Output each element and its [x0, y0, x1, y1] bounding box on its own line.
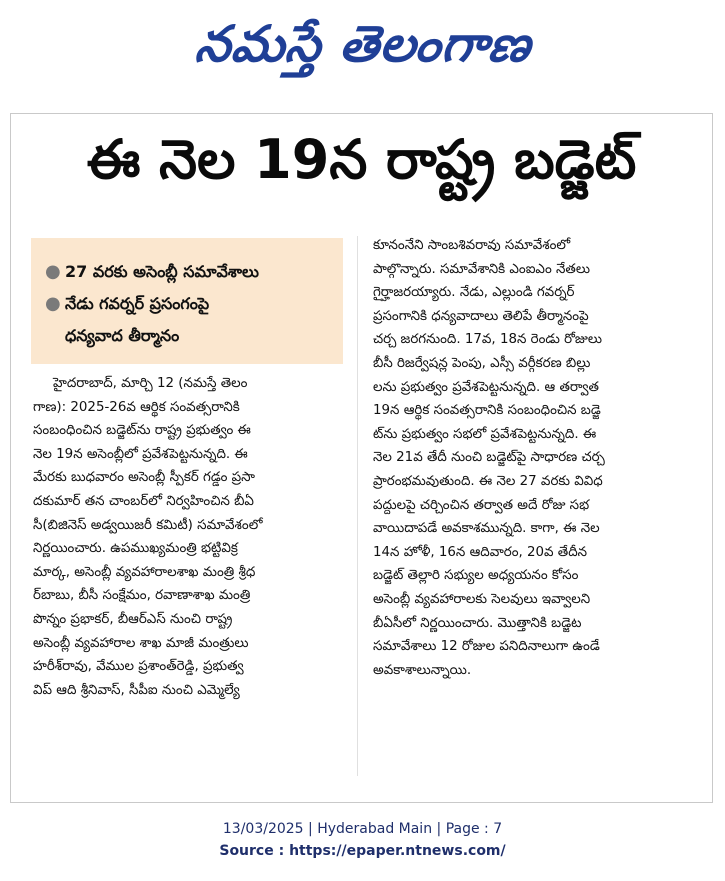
body-line: మార్క, అసెంబ్లీ వ్యవహారాలశాఖ మంత్రి శ్రీధ: [33, 564, 256, 580]
highlight-item: [45, 288, 333, 320]
body-line: అసెంబ్లీ వ్యవహారాలకు సెలవులు ఇవ్వాలని: [373, 591, 591, 607]
body-line: అసెంబ్లీ వ్యవహారాల శాఖ మాజీ మంత్రులు: [33, 635, 249, 651]
column-divider: [357, 236, 358, 776]
body-line: వాయిదాపడే అవకాశమున్నది. కాగా, ఈ నెల: [373, 521, 600, 537]
highlights-box: [31, 238, 343, 364]
body-line: బీసీ రిజర్వేషన్ల పెంపు, ఎస్సీ వర్గీకరణ బిల్లు: [373, 355, 591, 371]
bullet-icon: ●: [45, 261, 61, 282]
body-line: గైర్హాజరయ్యారు. నేడు, ఎల్లుండి గవర్నర్: [373, 285, 575, 301]
newspaper-logo: నమస్తే తెలంగాణ: [192, 14, 535, 73]
body-line: బీఏసీలో నిర్ణయించారు. మొత్తానికి బడ్జెట: [373, 615, 582, 631]
body-line: హైదరాబాద్, మార్చి 12 (నమస్తే తెలం: [53, 376, 248, 391]
highlights-list: [45, 256, 333, 352]
highlight-text: నేడు గవర్నర్ ప్రసంగంపై: [65, 294, 210, 313]
body-line: 19న ఆర్థిక సంవత్సరానికి సంబంధించిన బడ్జె: [373, 403, 601, 419]
highlight-item-continued: [45, 320, 333, 352]
page-footer: [0, 818, 725, 862]
source-link[interactable]: Source : https://epaper.ntnews.com/: [219, 843, 506, 859]
body-line: ప్రసంగానికి ధన్యవాదాలు తెలిపే తీర్మానంపై: [373, 308, 589, 324]
body-line: బడ్జెట్ తెల్లారి సభ్యుల అధ్యయనం కోసం: [373, 568, 579, 584]
article-headline: ఈ నెల 19న రాష్ట్ర బడ్జెట్: [86, 128, 637, 191]
body-line: నెల 21వ తేదీ నుంచి బడ్జెట్‌పై సాధారణ చర్చ: [373, 450, 605, 466]
body-line: పద్దులపై చర్చించిన తర్వాత అదే రోజు సభ: [373, 497, 590, 513]
highlight-item: [45, 256, 333, 288]
body-line: కూనంనేని సాంబశివరావు సమావేశంలో: [373, 238, 571, 253]
article-right-column: [373, 234, 703, 682]
body-line: మేరకు బుధవారం అసెంబ్లీ స్పీకర్ గడ్డం ప్రసా: [33, 470, 255, 486]
highlight-text: ధన్యవాద తీర్మానం: [65, 326, 180, 345]
highlight-text: 27 వరకు అసెంబ్లీ సమావేశాలు: [65, 262, 259, 281]
news-article: [10, 113, 713, 803]
bullet-icon: ●: [45, 293, 61, 314]
body-line: దకుమార్ తన చాంబర్‌లో నిర్వహించిన బీఏ: [33, 493, 254, 509]
body-line: లను ప్రభుత్వం ప్రవేశపెట్టనున్నది. ఆ తర్వాత: [373, 379, 599, 395]
body-line: హరీశ్‌రావు, వేముల ప్రశాంత్‌రెడ్డి, ప్రభుత్వ: [33, 659, 244, 675]
masthead: [0, 0, 725, 100]
body-line: సమావేశాలు 12 రోజుల పనిదినాలుగా ఉండే: [373, 639, 600, 655]
body-line: సీ(బిజినెస్ అడ్వయిజరీ కమిటీ) సమావేశంలో: [33, 517, 263, 533]
body-line: నిర్ణయించారు. ఉపముఖ్యమంత్రి భట్టివిక్ర: [33, 541, 238, 557]
body-line: గాణ): 2025-26వ ఆర్థిక సంవత్సరానికి: [33, 399, 240, 415]
body-line: అవకాశాలున్నాయి.: [373, 662, 472, 678]
body-line: సంబంధించిన బడ్జెట్‌ను రాష్ట్ర ప్రభుత్వం ఈ: [33, 423, 251, 439]
body-line: చర్చ జరగనుంది. 17వ, 18న రెండు రోజులు: [373, 332, 603, 348]
body-line: ట్‌ను ప్రభుత్వం సభలో ప్రవేశపెట్టనున్నది. ఈ: [373, 426, 597, 442]
body-line: 14న హోళీ, 16న ఆదివారం, 20వ తేదీన: [373, 544, 588, 560]
body-line: నెల 19న అసెంబ్లీలో ప్రవేశపెట్టనున్నది. ఈ: [33, 446, 248, 462]
body-line: విప్ ఆది శ్రీనివాస్, సీపీఐ నుంచి ఎమ్మెల్యే: [33, 682, 240, 698]
dateline: 13/03/2025 | Hyderabad Main | Page : 7: [222, 821, 503, 837]
body-line: పొన్నం ప్రభాకర్, బీఆర్‌ఎస్ నుంచి రాష్ట్ర: [33, 611, 233, 627]
body-line: ర్‌బాబు, బీసీ సంక్షేమం, రవాణాశాఖ మంత్రి: [33, 588, 251, 604]
body-line: ప్రారంభమవుతుంది. ఈ నెల 27 వరకు వివిధ: [373, 473, 603, 489]
body-line: పాల్గొన్నారు. సమావేశానికి ఎంఐఎం నేతలు: [373, 261, 590, 277]
article-left-column: [33, 372, 351, 702]
